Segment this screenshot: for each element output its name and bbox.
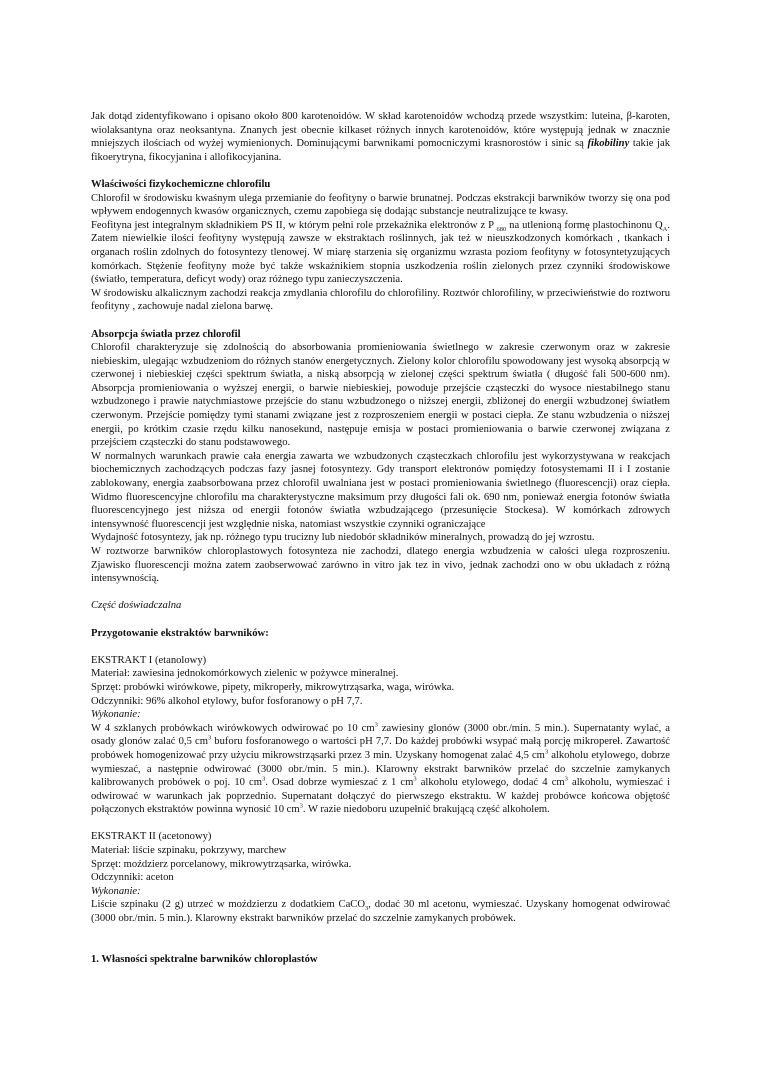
p2-text: Feofityna jest integralnym składnikiem PS II, w którym pełni role przekaźnika elektronów z P (91, 219, 497, 231)
qa-subscript: A (662, 225, 668, 233)
caco3-subscript: 3 (365, 905, 369, 913)
p680-subscript: 680 (496, 225, 507, 233)
p2-text-c: . Zatem niewielkie ilości feofityny występują zawsze w ekstraktach roślinnych, jak też w nieuszkodzonych komórkach , tkankach i organach roślin zdolnych do fotosyntezy tlenowej. W miarę starzenia się organizmu wzrasta poziom feofityny w fotosyntetyzujących komórkach. Stężenie feofityny może być także wskaźnikiem stopnia uszkodzenia roślin zielonych przez czynniki środowiskowe (światło, temperatura, deficyt wody) oraz różnego typu zanieczyszczenia. (91, 219, 670, 286)
extract1-method (91, 722, 670, 817)
cm3-superscript: 3 (413, 775, 417, 783)
method-text: buforu fosforanowego o wartości pH 7,7. Do każdej probówki wsypać małą porcję mikropereł. Zawartość probówek homogenizować przy użyciu mikrowstrząsarki przez 3 min. Uzyskany homogenat zalać 4,5 cm (91, 736, 671, 761)
physchem-paragraph-1: Chlorofil w środowisku kwaśnym ulega przemianie do feofityny o barwie brunatnej. Podczas ekstrakcji barwników tworzy się ona pod wpływem endogennych kwasów organicznych, czemu zapobiega się dodając substancje neutralizujące te kwasy. (91, 192, 670, 218)
cm3-superscript: 3 (374, 721, 378, 729)
extract2-reagents: Odczynniki: aceton (91, 872, 174, 884)
extracts-heading: Przygotowanie ekstraktów barwników: (91, 627, 269, 639)
section-heading-physchem: Właściwości fizykochemiczne chlorofilu (91, 178, 271, 190)
method-text: W 4 szklanych probówkach wirówkowych odwirować po 10 cm (91, 722, 375, 734)
extract2-material: Materiał: liście szpinaku, pokrzywy, marchew (91, 845, 287, 857)
extract1-equipment: Sprzęt: probówki wirówkowe, pipety, mikroperły, mikrowytrząsarka, waga, wirówka. (91, 681, 455, 693)
cm3-superscript: 3 (299, 802, 303, 810)
cm3-superscript: 3 (564, 775, 568, 783)
intro-text-end: takie jak fikoerytryna, fikocyjanina i allofikocyjanina. (91, 138, 670, 163)
absorption-paragraph-4: W roztworze barwników chloroplastowych fotosynteza nie zachodzi, dlatego energia wzbudzenia w całości ulega rozproszeniu. Zjawisko fluorescencji można zatem zaobserwować zarówno in vitro jak tez in vivo, jednak zachodzi ono w obu układach z różną intensywnością. (91, 546, 670, 585)
absorption-paragraph-3: Wydajność fotosyntezy, jak np. różnego typu trucizny lub niedobór składników mineralnych, prowadzą do jej wzrostu. (91, 532, 595, 544)
extract1-title: EKSTRAKT I (etanolowy) (91, 654, 207, 666)
cm3-superscript: 3 (207, 734, 212, 742)
experimental-label: Część doświadczalna (91, 600, 182, 612)
cm3-superscript: 3 (262, 775, 266, 783)
method-text: , dodać 30 ml acetonu, wymieszać. Uzyskany homogenat odwirować (3000 obr./min. 5 min.). Klarowny ekstrakt barwników przelać do szczelnie zamykanych probówek. (91, 899, 670, 925)
method-text: alkoholu etylowego, dobrze wymieszać, a następnie odwirować (3000 obr./min. 5 min.). Klarowny ekstrakt barwników przelać do szczelnie zamykanych kalibrowanych probówek o poj. 10 cm (91, 749, 671, 789)
absorption-paragraph-1: Chlorofil charakteryzuje się zdolnością do absorbowania promieniowania świetlnego w zakresie czerwonym oraz w zakresie niebieskim, ulegając wzbudzeniom do różnych stanów energetycznych. Zielony kolor chlorofilu spowodowany jest wysoką absorpcją w czerwonej i niebieskiej części spektrum światła, a niską absorpcją w zielonej części spektrum światła ( długość fali 500-600 nm). Absorpcja promieniowania o wyższej energii, o barwie niebieskiej, powoduje przejście cząsteczki do wysoce niestabilnego stanu wzbudzonego i prawie natychmiastowe przejście do stanu wzbudzonego o niższej energii, zbliżonej do energii wzbudzonej światłem czerwonym. Przejście pomiędzy tymi stanami związane jest z rozproszeniem energii w postaci ciepła. Ze stanu wzbudzenia o niższej energii, po krótkim czasie rzędu kilku nanosekund, następuje emisja w postaci promieniowania o barwie czerwonej związana z przejściem cząsteczki do stanu podstawowego. (91, 342, 670, 449)
intro-paragraph (91, 110, 670, 164)
extract2-title: EKSTRAKT II (acetonowy) (91, 831, 212, 843)
p2-text-b: na utlenioną formę plastochinonu Q (506, 219, 663, 231)
intro-emphasis: fikobiliny (587, 138, 630, 150)
extract1-material: Materiał: zawiesina jednokomórkowych zielenic w pożywce mineralnej. (91, 668, 399, 680)
physchem-paragraph-2 (91, 219, 670, 287)
method-text: . W razie niedoboru uzupełnić brakującą część alkoholem. (302, 804, 550, 816)
document-page (91, 110, 670, 966)
extract1-reagents: Odczynniki: 96% alkohol etylowy, bufor fosforanowy o pH 7,7. (91, 695, 363, 707)
extract2-equipment: Sprzęt: moździerz porcelanowy, mikrowytrząsarka, wirówka. (91, 858, 352, 870)
intro-text: Jak dotąd zidentyfikowano i opisano około 800 karotenoidów. W skład karotenoidów wchodzą przede wszystkim: luteina, β-karoten, wiolaksantyna oraz neoksantyna. Znanych jest obecnie kilkaset różnych innych karotenoidów, które występują jednak w znacznie mniejszych ilościach od wyżej wymienionych. Dominującymi barwnikami pomocniczymi krasnorostów i sinic są (91, 111, 670, 150)
method-text: . Osad dobrze wymieszać z 1 cm (265, 777, 414, 789)
section-heading-absorption: Absorpcja światła przez chlorofil (91, 328, 241, 340)
extract2-method-label: Wykonanie: (91, 885, 141, 897)
cm3-superscript: 3 (544, 748, 549, 756)
absorption-paragraph-2: W normalnych warunkach prawie cała energia zawarta we wzbudzonych cząsteczkach chlorofilu jest wykorzystywana w reakcjach biochemicznych zachodzących podczas fazy jasnej fotosyntezy. Gdy transport elektronów pomiędzy fotosystemami II i I zostanie zablokowany, energia zaabsorbowana przez chlorofil uwalniana jest w postaci promieniowania świetlnego (fluorescencji) oraz ciepła. Widmo fluorescencyjne chlorofilu ma charakterystyczne maksimum przy długości fali ok. 690 nm, ponieważ energia fotonów światła fluorescencyjnego jest niższa od energii fotonów światła wzbudzającego (przesunięcie Stockesa). W komórkach zdrowych intensywność fluorescencji jest względnie niska, natomiast wszystkie czynniki ograniczające (91, 450, 670, 530)
method-text: alkoholu etylowego, dodać 4 cm (416, 777, 565, 789)
physchem-paragraph-3: W środowisku alkalicznym zachodzi reakcja zmydlania chlorofilu do chlorofiliny. Roztwór chlorofiliny, w przeciwieństwie do roztworu feofityny , zachowuje nadal zielona barwę. (91, 287, 670, 313)
method-text: Liście szpinaku (2 g) utrzeć w moździerzu z dodatkiem CaCO (91, 899, 366, 911)
section-heading-spectral: 1. Własności spektralne barwników chloroplastów (91, 953, 318, 965)
extract1-method-label: Wykonanie: (91, 709, 141, 721)
method-text: zawiesiny glonów (3000 obr./min. 5 min.). Supernatanty wylać, a osady glonów zalać 0,5 cm (91, 722, 671, 748)
extract2-method (91, 898, 670, 925)
method-text: alkoholu, wymieszać i odwirować w warunkach jak poprzednio. Supernatant dołączyć do pierwszego ekstraktu. W każdej probówce końcowa objętość połączonych ekstraktów powinna wynosić 10 cm (91, 777, 671, 816)
